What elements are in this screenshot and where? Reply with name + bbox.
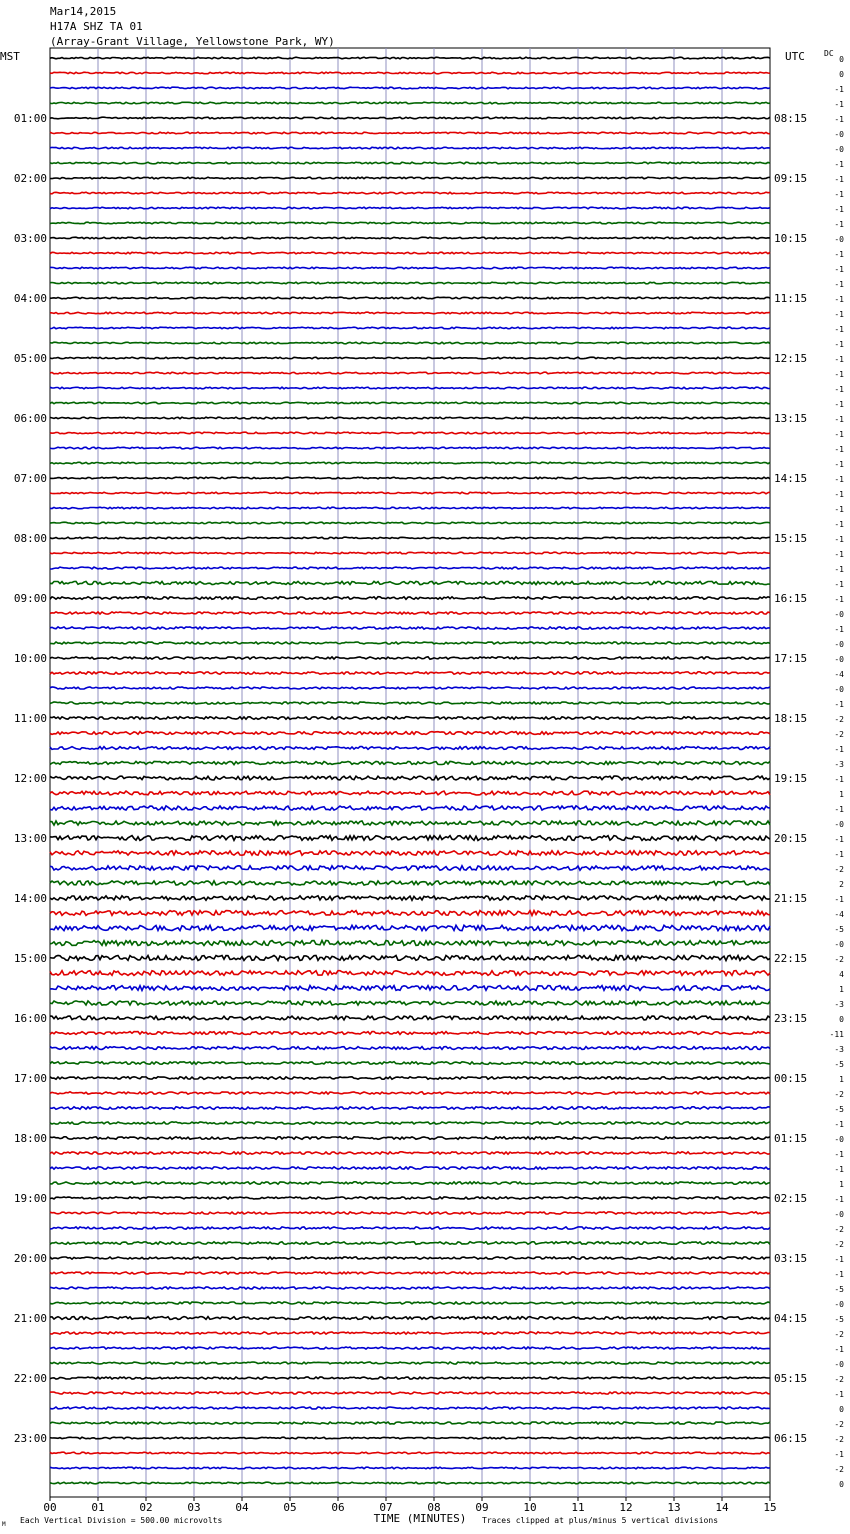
dc-offset-label: 1 (839, 985, 844, 994)
right-hour-label: 13:15 (774, 412, 808, 425)
seismic-trace (50, 147, 770, 149)
left-hour-label: 05:00 (13, 352, 47, 365)
dc-offset-label: -2 (834, 1225, 844, 1234)
seismic-trace (50, 687, 770, 689)
dc-offset-label: -1 (834, 850, 844, 859)
seismic-trace (50, 462, 770, 464)
left-hour-label: 20:00 (13, 1252, 47, 1265)
seismic-trace (50, 102, 770, 104)
right-hour-label: 17:15 (774, 652, 808, 665)
seismic-trace (50, 477, 770, 479)
left-hour-label: 19:00 (13, 1192, 47, 1205)
header-location: (Array-Grant Village, Yellowstone Park, WY) (50, 35, 335, 48)
dc-offset-label: -1 (834, 370, 844, 379)
seismic-trace (50, 1242, 770, 1245)
x-tick-label: 15 (763, 1501, 777, 1514)
dc-offset-label: -2 (834, 1240, 844, 1249)
dc-offset-label: -2 (834, 1435, 844, 1444)
right-hour-label: 05:15 (774, 1372, 808, 1385)
seismic-trace (50, 1467, 770, 1469)
seismic-trace (50, 267, 770, 269)
right-hour-label: 15:15 (774, 532, 808, 545)
dc-offset-label: -1 (834, 175, 844, 184)
x-tick-label: 06 (331, 1501, 345, 1514)
left-hour-label: 10:00 (13, 652, 47, 665)
dc-offset-label: -1 (834, 1165, 844, 1174)
left-hour-label: 12:00 (13, 772, 47, 785)
dc-offset-label: -2 (834, 1420, 844, 1429)
dc-offset-label: -3 (834, 1000, 844, 1009)
dc-offset-label: -1 (834, 535, 844, 544)
seismic-trace (50, 1152, 770, 1154)
dc-offset-label: -2 (834, 1330, 844, 1339)
seismic-trace (50, 312, 770, 314)
seismic-trace (50, 297, 770, 299)
seismic-trace (50, 1422, 770, 1424)
dc-offset-label: 0 (839, 1480, 844, 1489)
dc-offset-label: -1 (834, 475, 844, 484)
dc-offset-label: -1 (834, 430, 844, 439)
right-hour-label: 23:15 (774, 1012, 808, 1025)
x-tick-label: 07 (379, 1501, 393, 1514)
seismic-trace (50, 1182, 770, 1184)
dc-offset-label: 0 (839, 1015, 844, 1024)
x-tick-label: 04 (235, 1501, 249, 1514)
seismic-trace (50, 207, 770, 209)
dc-offset-label: -5 (834, 1315, 844, 1324)
seismic-trace (50, 192, 770, 194)
dc-offset-label: -1 (834, 895, 844, 904)
dc-offset-label: -1 (834, 325, 844, 334)
dc-offset-label: -2 (834, 865, 844, 874)
dc-offset-label: -3 (834, 760, 844, 769)
x-tick-label: 12 (619, 1501, 633, 1514)
dc-offset-label: -1 (834, 280, 844, 289)
dc-offset-label: -1 (834, 460, 844, 469)
dc-offset-label: -1 (834, 745, 844, 754)
seismic-trace (50, 896, 770, 900)
seismic-trace (50, 1197, 770, 1199)
seismic-trace (50, 1167, 770, 1169)
seismic-trace (50, 537, 770, 539)
right-hour-label: 11:15 (774, 292, 808, 305)
seismic-trace (50, 702, 770, 704)
dc-offset-label: -0 (834, 940, 844, 949)
seismic-trace (50, 1212, 770, 1214)
dc-offset-label: -11 (829, 1030, 844, 1039)
seismic-trace (50, 177, 770, 179)
seismic-trace (50, 1257, 770, 1259)
right-hour-label: 02:15 (774, 1192, 808, 1205)
right-hour-label: 01:15 (774, 1132, 808, 1145)
dc-offset-label: -0 (834, 820, 844, 829)
seismic-trace (50, 1001, 770, 1005)
dc-offset-label: -1 (834, 205, 844, 214)
dc-offset-label: -1 (834, 100, 844, 109)
dc-offset-label: -5 (834, 1285, 844, 1294)
dc-offset-label: -0 (834, 685, 844, 694)
dc-offset-label: -0 (834, 235, 844, 244)
seismic-trace (50, 1092, 770, 1094)
seismic-trace (50, 941, 770, 946)
seismic-trace (50, 327, 770, 329)
dc-offset-label: -1 (834, 295, 844, 304)
seismic-trace (50, 851, 770, 855)
x-tick-label: 02 (139, 1501, 153, 1514)
x-tick-label: 10 (523, 1501, 537, 1514)
dc-offset-label: 0 (839, 70, 844, 79)
seismic-trace (50, 642, 770, 644)
x-tick-label: 00 (43, 1501, 57, 1514)
right-hour-label: 22:15 (774, 952, 808, 965)
dc-offset-label: -1 (834, 1150, 844, 1159)
seismic-trace (50, 432, 770, 434)
right-hour-label: 00:15 (774, 1072, 808, 1085)
dc-header-label: DC (824, 49, 834, 58)
plot-frame (50, 48, 770, 1497)
dc-offset-label: -5 (834, 1105, 844, 1114)
dc-offset-label: -2 (834, 1375, 844, 1384)
x-tick-label: 09 (475, 1501, 489, 1514)
seismic-trace (50, 776, 770, 780)
seismic-trace (50, 581, 770, 584)
seismic-trace (50, 357, 770, 359)
x-axis-label: TIME (MINUTES) (373, 1512, 467, 1525)
seismic-trace (50, 1227, 770, 1229)
dc-offset-label: -4 (834, 910, 844, 919)
dc-offset-label: -0 (834, 640, 844, 649)
dc-offset-label: -1 (834, 1345, 844, 1354)
clip-note: Traces clipped at plus/minus 5 vertical divisions (482, 1516, 719, 1525)
seismic-trace (50, 552, 770, 554)
right-hour-label: 21:15 (774, 892, 808, 905)
dc-offset-label: -1 (834, 310, 844, 319)
seismic-trace (50, 1482, 770, 1484)
left-hour-label: 16:00 (13, 1012, 47, 1025)
dc-offset-label: -1 (834, 160, 844, 169)
seismic-trace (50, 1362, 770, 1364)
seismic-trace (50, 806, 770, 810)
dc-offset-label: -1 (834, 1255, 844, 1264)
dc-offset-label: -0 (834, 1300, 844, 1309)
seismic-trace (50, 672, 770, 674)
seismic-trace (50, 87, 770, 89)
left-timezone-label: MST (0, 50, 20, 63)
seismic-trace (50, 522, 770, 524)
seismic-trace (50, 72, 770, 74)
dc-offset-label: -1 (834, 400, 844, 409)
seismic-trace (50, 881, 770, 885)
seismic-trace (50, 911, 770, 916)
x-tick-label: 14 (715, 1501, 729, 1514)
seismic-trace (50, 282, 770, 284)
dc-offset-label: -0 (834, 1360, 844, 1369)
dc-offset-label: -1 (834, 805, 844, 814)
seismic-trace (50, 821, 770, 825)
dc-offset-label: -1 (834, 775, 844, 784)
dc-offset-label: 0 (839, 55, 844, 64)
corner-mark: M (2, 1521, 6, 1528)
x-tick-label: 08 (427, 1501, 441, 1514)
left-hour-label: 11:00 (13, 712, 47, 725)
seismic-trace (50, 132, 770, 134)
left-hour-label: 17:00 (13, 1072, 47, 1085)
dc-offset-label: -2 (834, 1465, 844, 1474)
seismic-trace (50, 597, 770, 600)
seismic-trace (50, 417, 770, 419)
seismic-trace (50, 627, 770, 629)
seismic-trace (50, 955, 770, 960)
right-hour-label: 18:15 (774, 712, 808, 725)
dc-offset-label: -1 (834, 550, 844, 559)
dc-offset-label: 4 (839, 970, 844, 979)
header-station: H17A SHZ TA 01 (50, 20, 143, 33)
dc-offset-label: -1 (834, 385, 844, 394)
seismic-trace (50, 162, 770, 164)
seismic-trace (50, 57, 770, 59)
dc-offset-label: -5 (834, 925, 844, 934)
right-hour-label: 10:15 (774, 232, 808, 245)
dc-offset-label: -1 (834, 355, 844, 364)
dc-offset-label: -1 (834, 265, 844, 274)
dc-offset-label: -1 (834, 490, 844, 499)
seismic-trace (50, 1317, 770, 1320)
right-hour-label: 04:15 (774, 1312, 808, 1325)
seismic-trace (50, 567, 770, 569)
seismic-trace (50, 1392, 770, 1394)
dc-offset-label: -2 (834, 1090, 844, 1099)
seismic-trace (50, 342, 770, 344)
dc-offset-label: -1 (834, 220, 844, 229)
dc-offset-label: -1 (834, 580, 844, 589)
seismic-trace (50, 1452, 770, 1454)
right-hour-label: 03:15 (774, 1252, 808, 1265)
x-tick-label: 13 (667, 1501, 681, 1514)
left-hour-label: 06:00 (13, 412, 47, 425)
dc-offset-label: -1 (834, 835, 844, 844)
seismic-trace (50, 1377, 770, 1379)
dc-offset-label: 1 (839, 1180, 844, 1189)
seismic-trace (50, 1437, 770, 1439)
dc-offset-label: -1 (834, 1195, 844, 1204)
dc-offset-label: 2 (839, 880, 844, 889)
seismic-trace (50, 447, 770, 449)
dc-offset-label: -1 (834, 1120, 844, 1129)
dc-offset-label: -0 (834, 130, 844, 139)
seismic-trace (50, 791, 770, 795)
dc-offset-label: -2 (834, 955, 844, 964)
x-tick-label: 05 (283, 1501, 297, 1514)
seismic-trace (50, 117, 770, 119)
dc-offset-label: -1 (834, 85, 844, 94)
dc-offset-label: -4 (834, 670, 844, 679)
seismic-trace (50, 372, 770, 374)
header-date: Mar14,2015 (50, 5, 117, 18)
dc-offset-label: -2 (834, 730, 844, 739)
right-hour-label: 16:15 (774, 592, 808, 605)
dc-offset-label: -0 (834, 610, 844, 619)
dc-offset-label: 1 (839, 1075, 844, 1084)
seismic-trace (50, 237, 770, 239)
seismic-trace (50, 1032, 770, 1035)
seismic-trace (50, 986, 770, 991)
seismic-trace (50, 1407, 770, 1409)
seismic-trace (50, 252, 770, 254)
dc-offset-label: -1 (834, 505, 844, 514)
left-hour-label: 07:00 (13, 472, 47, 485)
dc-offset-label: 0 (839, 1405, 844, 1414)
left-hour-label: 23:00 (13, 1432, 47, 1445)
seismic-trace (50, 387, 770, 389)
dc-offset-label: -0 (834, 145, 844, 154)
dc-offset-label: -1 (834, 1390, 844, 1399)
right-timezone-label: UTC (785, 50, 805, 63)
left-hour-label: 04:00 (13, 292, 47, 305)
seismic-trace (50, 1137, 770, 1140)
seismic-trace (50, 492, 770, 494)
seismic-trace (50, 732, 770, 735)
dc-offset-label: -0 (834, 655, 844, 664)
seismic-trace (50, 866, 770, 870)
seismic-trace (50, 1287, 770, 1289)
seismic-trace (50, 1272, 770, 1274)
dc-offset-label: -1 (834, 445, 844, 454)
seismic-trace (50, 1302, 770, 1304)
seismic-trace (50, 925, 770, 930)
right-hour-label: 06:15 (774, 1432, 808, 1445)
dc-offset-label: -1 (834, 1450, 844, 1459)
dc-offset-label: -1 (834, 565, 844, 574)
scale-note: Each Vertical Division = 500.00 microvolts (20, 1516, 223, 1525)
x-tick-label: 01 (91, 1501, 105, 1514)
dc-offset-label: -1 (834, 415, 844, 424)
dc-offset-label: -1 (834, 625, 844, 634)
seismic-trace (50, 1332, 770, 1334)
dc-offset-label: -1 (834, 520, 844, 529)
seismic-trace (50, 836, 770, 841)
seismic-trace (50, 402, 770, 404)
dc-offset-label: -1 (834, 595, 844, 604)
dc-offset-label: -0 (834, 1210, 844, 1219)
seismic-trace (50, 1107, 770, 1110)
seismic-trace (50, 761, 770, 764)
seismic-trace (50, 1062, 770, 1065)
dc-offset-label: -1 (834, 700, 844, 709)
seismic-trace (50, 747, 770, 750)
dc-offset-label: -1 (834, 1270, 844, 1279)
left-hour-label: 18:00 (13, 1132, 47, 1145)
x-tick-label: 11 (571, 1501, 585, 1514)
left-hour-label: 09:00 (13, 592, 47, 605)
seismic-trace (50, 1122, 770, 1124)
seismic-trace (50, 222, 770, 224)
left-hour-label: 22:00 (13, 1372, 47, 1385)
dc-offset-label: -0 (834, 1135, 844, 1144)
right-hour-label: 09:15 (774, 172, 808, 185)
right-hour-label: 19:15 (774, 772, 808, 785)
right-hour-label: 14:15 (774, 472, 808, 485)
left-hour-label: 01:00 (13, 112, 47, 125)
dc-offset-label: -1 (834, 190, 844, 199)
seismic-trace (50, 657, 770, 659)
dc-offset-label: -2 (834, 715, 844, 724)
seismic-trace (50, 717, 770, 720)
left-hour-label: 21:00 (13, 1312, 47, 1325)
left-hour-label: 13:00 (13, 832, 47, 845)
right-hour-label: 20:15 (774, 832, 808, 845)
seismic-trace (50, 1016, 770, 1020)
seismic-trace (50, 612, 770, 614)
seismic-trace (50, 971, 770, 976)
left-hour-label: 15:00 (13, 952, 47, 965)
seismic-trace (50, 1047, 770, 1050)
left-hour-label: 14:00 (13, 892, 47, 905)
seismic-trace (50, 1077, 770, 1080)
right-hour-label: 08:15 (774, 112, 808, 125)
x-tick-label: 03 (187, 1501, 201, 1514)
dc-offset-label: -3 (834, 1045, 844, 1054)
right-hour-label: 12:15 (774, 352, 808, 365)
dc-offset-label: -1 (834, 250, 844, 259)
seismic-trace (50, 1347, 770, 1349)
dc-offset-label: -1 (834, 115, 844, 124)
seismic-trace (50, 507, 770, 509)
dc-offset-label: -1 (834, 340, 844, 349)
dc-offset-label: -5 (834, 1060, 844, 1069)
left-hour-label: 08:00 (13, 532, 47, 545)
left-hour-label: 03:00 (13, 232, 47, 245)
dc-offset-label: 1 (839, 790, 844, 799)
left-hour-label: 02:00 (13, 172, 47, 185)
